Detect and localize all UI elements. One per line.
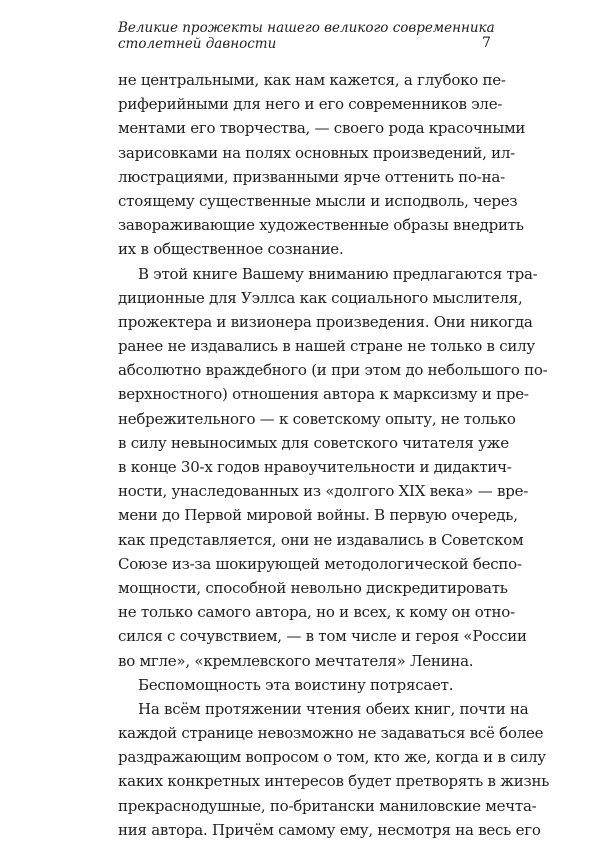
text-line: верхностного) отношения автора к марксизму и пре- — [118, 385, 529, 404]
text-line: ранее не издавались в нашей стране не только в силу — [118, 337, 535, 356]
text-line: их в общественное сознание. — [118, 240, 344, 259]
text-line: не только самого автора, но и всех, к кому он отно- — [118, 603, 515, 622]
text-line: В этой книге Вашему вниманию предлагаются тра- — [138, 264, 538, 283]
running-header — [118, 20, 498, 52]
text-line: каждой странице невозможно не задаваться всё более — [118, 724, 544, 743]
text-line: Союзе из-за шокирующей методологической беспо- — [118, 554, 522, 573]
text-line: завораживающие художественные образы внедрить — [118, 216, 524, 235]
text-line: стоящему существенные мысли и исподволь, через — [118, 191, 518, 210]
running-header-line-2: столетней давности — [118, 36, 277, 52]
text-line: каких конкретных интересов будет претворять в жизнь — [118, 772, 550, 791]
body-text — [118, 68, 550, 842]
text-line: ментами его творчества, — своего рода красочными — [118, 119, 526, 138]
text-line: в силу невыносимых для советского читателя уже — [118, 433, 509, 452]
text-line: мощности, способной невольно дискредитировать — [118, 578, 508, 597]
text-line: не центральными, как нам кажется, а глубоко пе- — [118, 71, 506, 89]
text-line: абсолютно враждебного (и при этом до небольшого по- — [118, 361, 548, 380]
text-line: как представляется, они не издавались в Советском — [118, 530, 524, 549]
text-line: диционные для Уэллса как социального мыслителя, — [118, 288, 523, 307]
text-line: люстрациями, призванными ярче оттенить по-на- — [118, 167, 505, 186]
text-line: На всём протяжении чтения обеих книг, почти на — [138, 699, 529, 718]
text-line: риферийными для него и его современников эле- — [118, 95, 503, 114]
text-line: мени до Первой мировой войны. В первую очередь, — [118, 506, 518, 525]
text-line: ния автора. Причём самому ему, несмотря на весь его — [118, 820, 541, 839]
text-line: зарисовками на полях основных произведений, ил- — [118, 143, 515, 162]
text-line: Беспомощность эта воистину потрясает. — [138, 675, 454, 694]
text-line: раздражающим вопросом о том, кто же, когда и в силу — [118, 748, 546, 767]
text-line: сился с сочувствием, — в том числе и героя «России — [118, 627, 527, 646]
running-header-line-1: Великие прожекты нашего великого современника — [118, 20, 495, 36]
text-line: небрежительного — к советскому опыту, не только — [118, 409, 516, 428]
text-line: прожектера и визионера произведения. Они никогда — [118, 312, 533, 331]
text-line: ности, унаследованных из «долгого XIX века» — вре- — [118, 482, 529, 501]
text-line: во мгле», «кремлевского мечтателя» Ленина. — [118, 651, 474, 670]
text-line: прекраснодушные, по-британски маниловские мечта- — [118, 796, 537, 815]
text-line: в конце 30-х годов нравоучительности и дидактич- — [118, 458, 512, 476]
page-number: 7 — [482, 35, 491, 51]
